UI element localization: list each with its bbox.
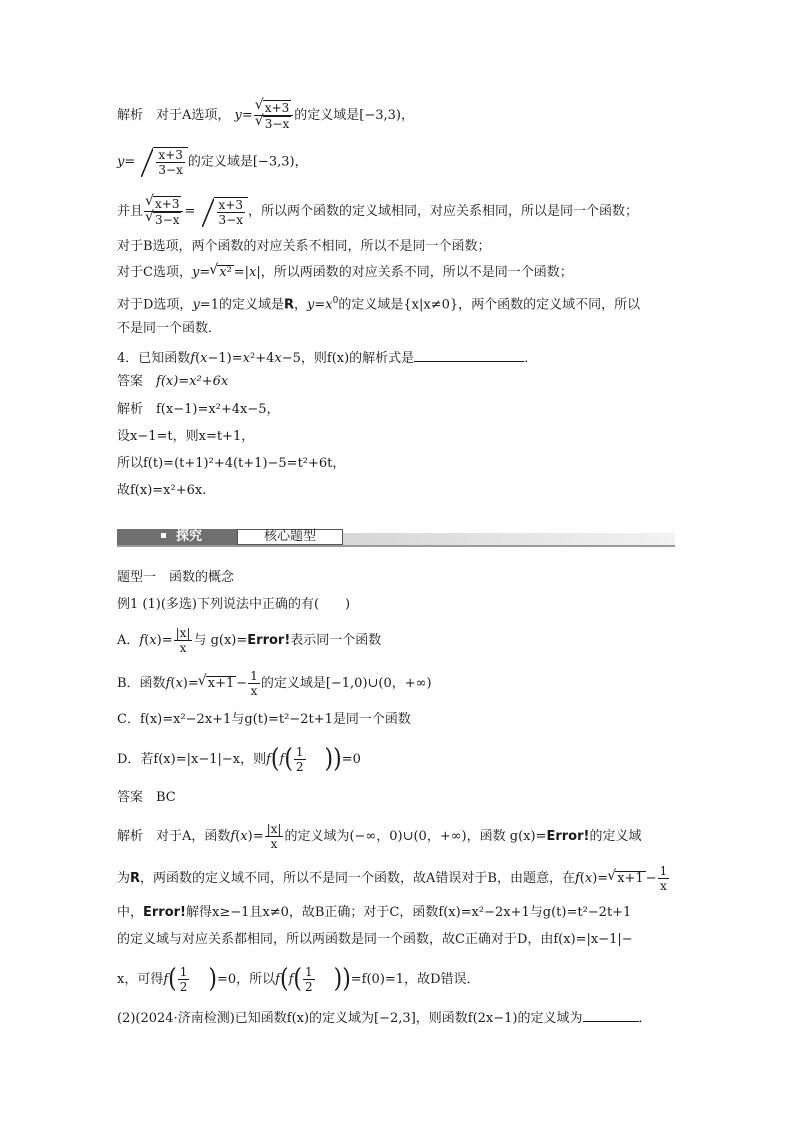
solution-line-4: 对于B选项，两个函数的对应关系不相同，所以不是同一个函数； [117, 239, 491, 254]
root-fraction: $\frac{x+3}{3-x}$ [153, 147, 187, 177]
explain-line-3: 中，Error!解得x≥−1且x≠0，故B正确；对于C，函数f(x)=x²−2x+1与g(t)=t²−2t+1 [117, 905, 632, 920]
section-title: 题型一 函数的概念 [117, 570, 235, 585]
solution-line-3: 并且 √ x+3 √ 3−x = $\frac{x+3}{3-x}$ ，所以两个函数的定义域相同，对应关系相同，所以是同一个函数； [117, 196, 638, 227]
solution-line-5: 对于C选项，y=√ x² =|x|，所以两函数的对应关系不同，所以不是同一个函数； [117, 264, 573, 282]
option-b: B．函数f(x)=√ x+1 − $\frac{1}{x}$ 的定义域是[−1,0)∪(0，+∞) [117, 669, 432, 698]
answer-blank-2 [583, 1007, 639, 1022]
section-banner [117, 527, 675, 547]
solution-line-2: y= $\frac{x+3}{3-x}$ 的定义域是[−3,3)， [117, 148, 308, 177]
solution-line-6: 对于D选项，y=1的定义域是R，$y=x^0$的定义域是{x|x≠0}，两个函数的定义域不同，所以 [117, 296, 641, 313]
solution-4-line-4: 故f(x)=x²+6x. [117, 483, 207, 498]
solution-line-7: 不是同一个函数． [117, 321, 222, 336]
fraction: √ x+3 √ 3−x [254, 100, 293, 131]
explain-line-1: 解析 对于A，函数f(x)= $\frac{|x|}{x}$ 的定义域为(−∞，0)∪(0，+∞)，函数 g(x)=Error!的定义域 [117, 822, 642, 851]
solution-line-1: 解析 对于A选项， y= √ x+3 √ 3−x 的定义域是[−3,3)， [117, 100, 414, 131]
question-4: 4．已知函数f(x−1)=x²+4x−5，则f(x)的解析式是 ． [117, 347, 537, 368]
solution-4-line-2: 设x−1=t，则x=t+1， [117, 429, 255, 444]
explain-line-2: 为R，两函数的定义域不同，所以不是同一个函数，故A错误对于B，由题意，在f(x)=√ x+1 − $\frac{1}{x}$ [117, 864, 670, 893]
option-c: C．f(x)=x²−2x+1与g(t)=t²−2t+1是同一个函数 [117, 712, 411, 727]
option-a: A．f(x)= $\frac{|x|}{x}$ 与 g(x)=Error!表示同一个函数 [117, 626, 382, 655]
banner-left: 探究 [117, 529, 237, 545]
banner-right: 核心题型 [237, 529, 343, 545]
solution-4-line-1: 解析 f(x−1)=x²+4x−5， [117, 402, 280, 417]
explain-line-4: 的定义域与对应关系都相同，所以两函数是同一个函数，故C正确对于D，由f(x)=|x−1|− [117, 932, 633, 947]
example-1: 例1 (1)(多选)下列说法中正确的有( ) [117, 597, 351, 612]
option-d: D．若f(x)=|x−1|−x，则f(f( $\frac{1}{2}$ ))=0 [117, 743, 361, 774]
solution-4-line-3: 所以f(t)=(t+1)²+4(t+1)−5=t²+6t， [117, 456, 346, 471]
explain-line-5: x，可得f( $\frac{1}{2}$ )=0，所以f(f( $\frac{1}{2}$ ))=f(0)=1，故D错误． [117, 963, 480, 994]
answer-example-1: 答案 BC [117, 790, 176, 805]
answer-4: 答案 f(x)=x²+6x [117, 374, 229, 389]
question-2: (2)(2024·济南检测)已知函数f(x)的定义域为[−2,3]，则函数f(2x−1)的定义域为 ． [117, 1007, 652, 1028]
answer-blank [414, 347, 524, 362]
